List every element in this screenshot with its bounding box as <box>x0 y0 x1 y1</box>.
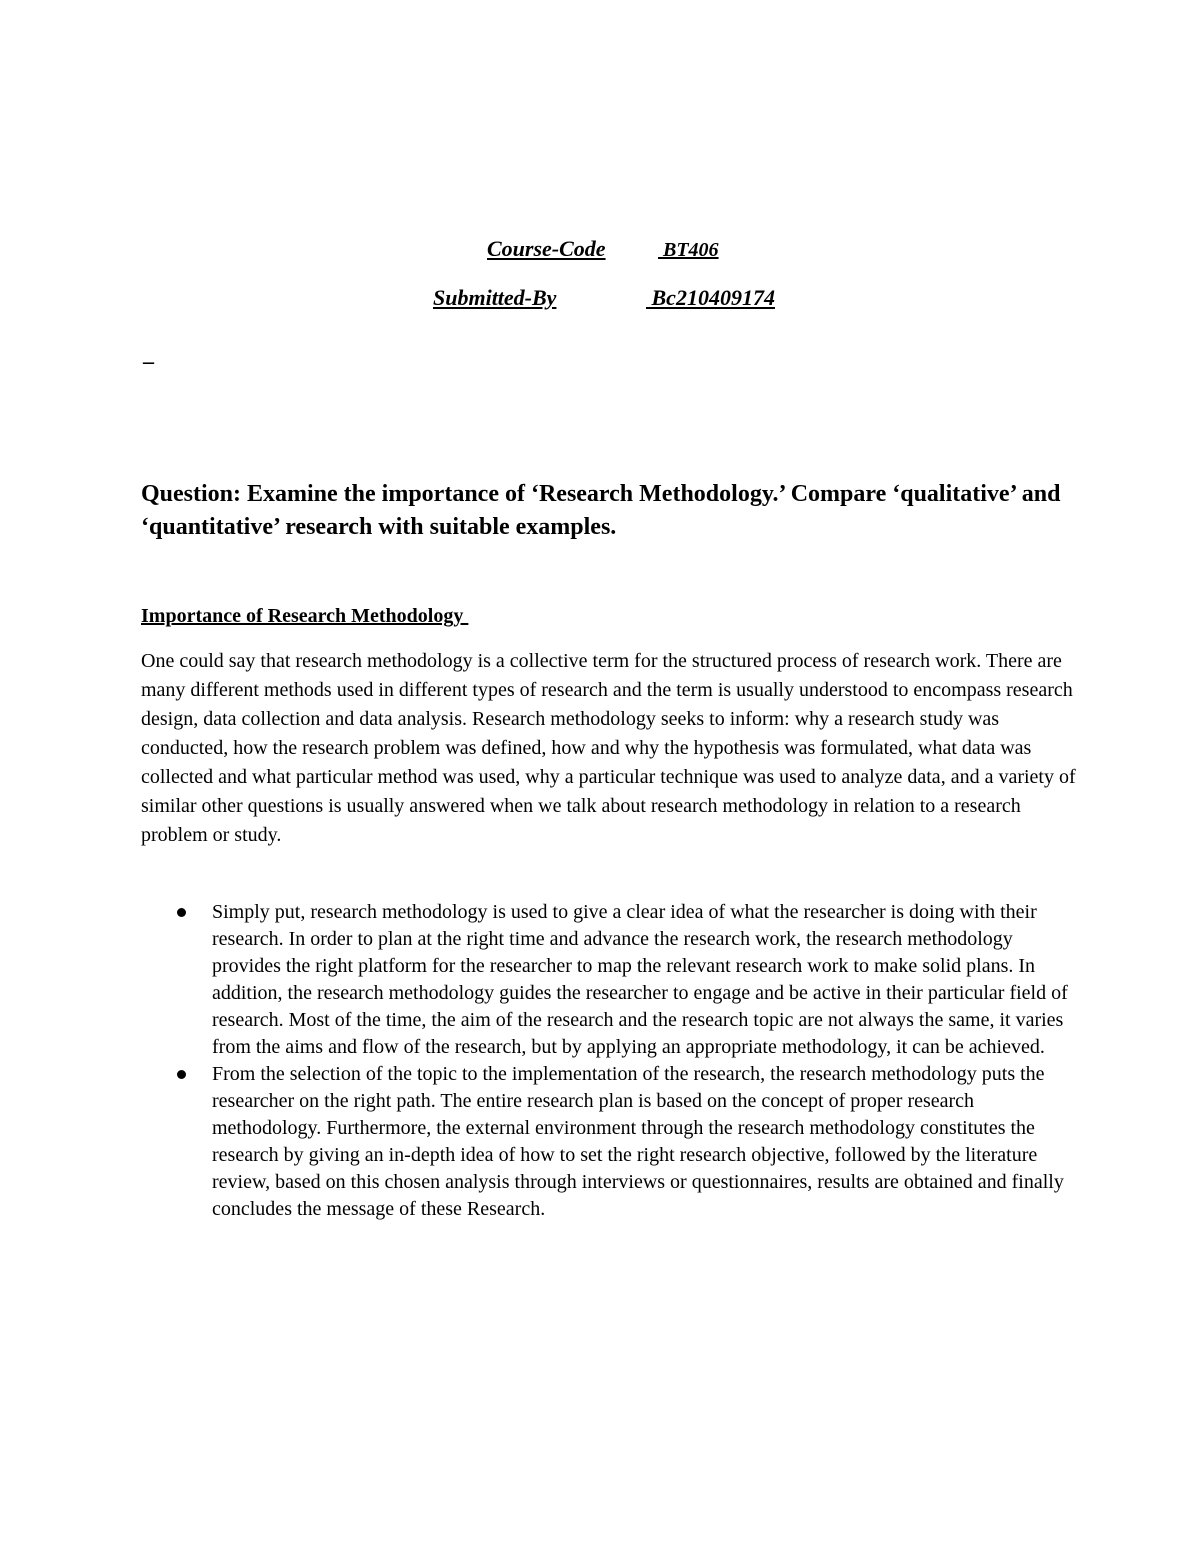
body-paragraph: One could say that research methodology is a collective term for the structured process of research work. There are many different methods used in different types of research and the term is usually understood to encompass research design, data collection and data analysis. Research methodology seeks to inform: why a research study was conducted, how the research problem was defined, how and why the hypothesis was formulated, what data was collected and what particular method was used, why a particular technique was used to analyze data, and a variety of similar other questions is usually answered when we talk about research methodology in relation to a research problem or study. <box>141 650 1076 846</box>
list-item <box>141 899 1076 1061</box>
bullet-text: Simply put, research methodology is used to give a clear idea of what the researcher is doing with their research. In order to plan at the right time and advance the research work, the research methodology provides the right platform for the researcher to map the relevant research work to make solid plans. In addition, the research methodology guides the researcher to engage and be active in their particular field of research. Most of the time, the aim of the research and the research topic are not always the same, it varies from the aims and flow of the research, but by applying an appropriate methodology, it can be achieved. <box>212 901 1068 1058</box>
submitted-by-label: Submitted-By <box>433 285 557 310</box>
question-text: Question: Examine the importance of ‘Research Methodology.’ Compare ‘qualitative’ and ‘quantitative’ research with suitable examples. <box>141 481 1061 540</box>
section-heading: Importance of Research Methodology <box>141 605 469 627</box>
course-code-label: Course-Code <box>487 236 606 261</box>
bullet-text: From the selection of the topic to the implementation of the research, the research methodology puts the researcher on the right path. The entire research plan is based on the concept of proper research methodology. Furthermore, the external environment through the research methodology constitutes the research by giving an in-depth idea of how to set the right research objective, followed by the literature review, based on this chosen analysis through interviews or questionnaires, results are obtained and finally concludes the message of these Research. <box>212 1063 1064 1220</box>
submitted-by-value: Bc210409174 <box>646 285 775 310</box>
bullet-icon <box>177 1070 186 1079</box>
bullet-icon <box>177 908 186 917</box>
stray-underscore: _ <box>143 341 154 366</box>
bullet-list <box>141 899 1076 1223</box>
list-item <box>141 1061 1076 1223</box>
course-code-value: BT406 <box>658 239 719 261</box>
